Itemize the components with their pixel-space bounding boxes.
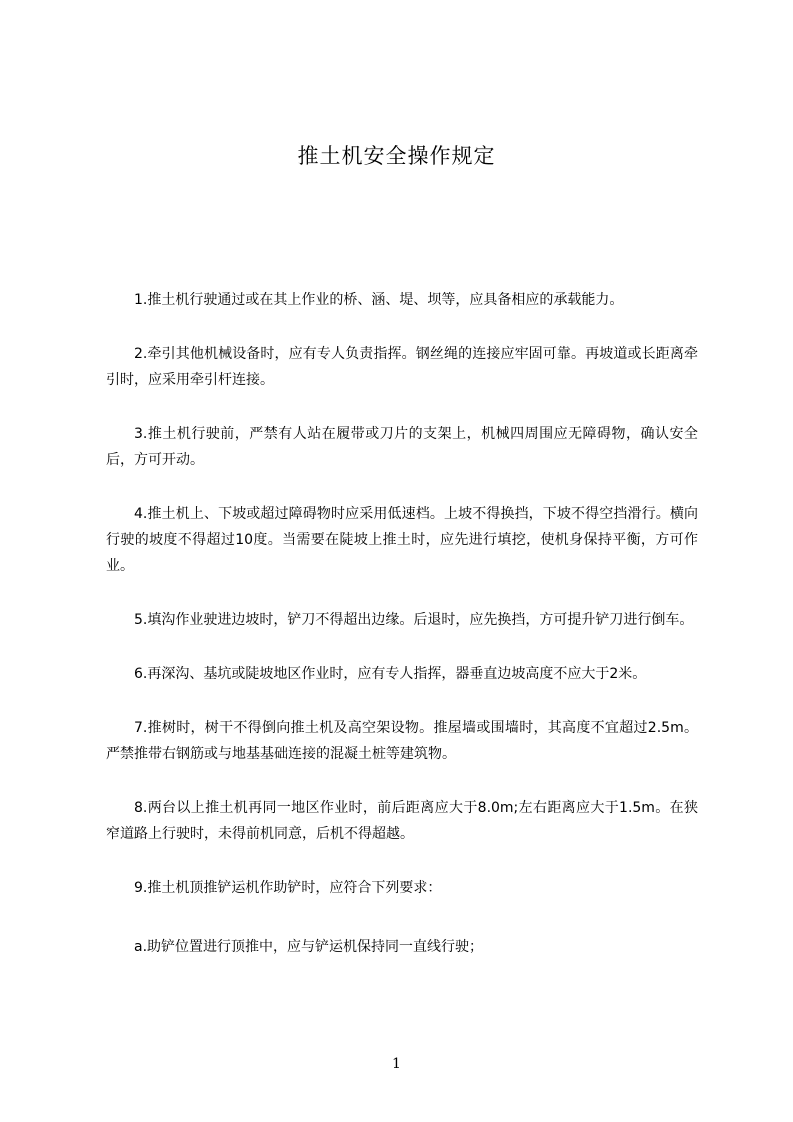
paragraph-4: 4.推土机上、下坡或超过障碍物时应采用低速档。上坡不得换挡，下坡不得空挡滑行。横向行驶的坡度不得超过10度。当需要在陡坡上推土时，应先进行填挖，使机身保持平衡，方可作业。: [106, 506, 698, 574]
paragraph-8: 8.两台以上推土机再同一地区作业时，前后距离应大于8.0m;左右距离应大于1.5m。在狭窄道路上行驶时，未得前机同意，后机不得超越。: [106, 800, 698, 842]
paragraph-10: a.助铲位置进行顶推中，应与铲运机保持同一直线行驶；: [134, 939, 484, 955]
paragraph-6: 6.再深沟、基坑或陡坡地区作业时，应有专人指挥，器垂直边坡高度不应大于2米。: [134, 666, 647, 682]
paragraph-1: 1.推土机行驶通过或在其上作业的桥、涵、堤、坝等，应具备相应的承载能力。: [134, 292, 624, 308]
paragraph-9: 9.推土机顶推铲运机作助铲时，应符合下列要求：: [134, 880, 442, 896]
paragraph-3: 3.推土机行驶前，严禁有人站在履带或刀片的支架上，机械四周围应无障碍物，确认安全后，方可开动。: [106, 426, 698, 468]
paragraph-5: 5.填沟作业驶进边坡时，铲刀不得超出边缘。后退时，应先换挡，方可提升铲刀进行倒车。: [134, 612, 694, 628]
paragraph-2: 2.牵引其他机械设备时，应有专人负责指挥。钢丝绳的连接应牢固可靠。再坡道或长距离牵引时，应采用牵引杆连接。: [106, 346, 698, 388]
paragraph-7: 7.推树时，树干不得倒向推土机及高空架设物。推屋墙或围墙时，其高度不宜超过2.5m。严禁推带右钢筋或与地基基础连接的混凝土桩等建筑物。: [106, 720, 698, 762]
page-number: 1: [392, 1056, 401, 1072]
document-title: 推土机安全操作规定: [297, 144, 496, 168]
document-body: [106, 287, 698, 988]
